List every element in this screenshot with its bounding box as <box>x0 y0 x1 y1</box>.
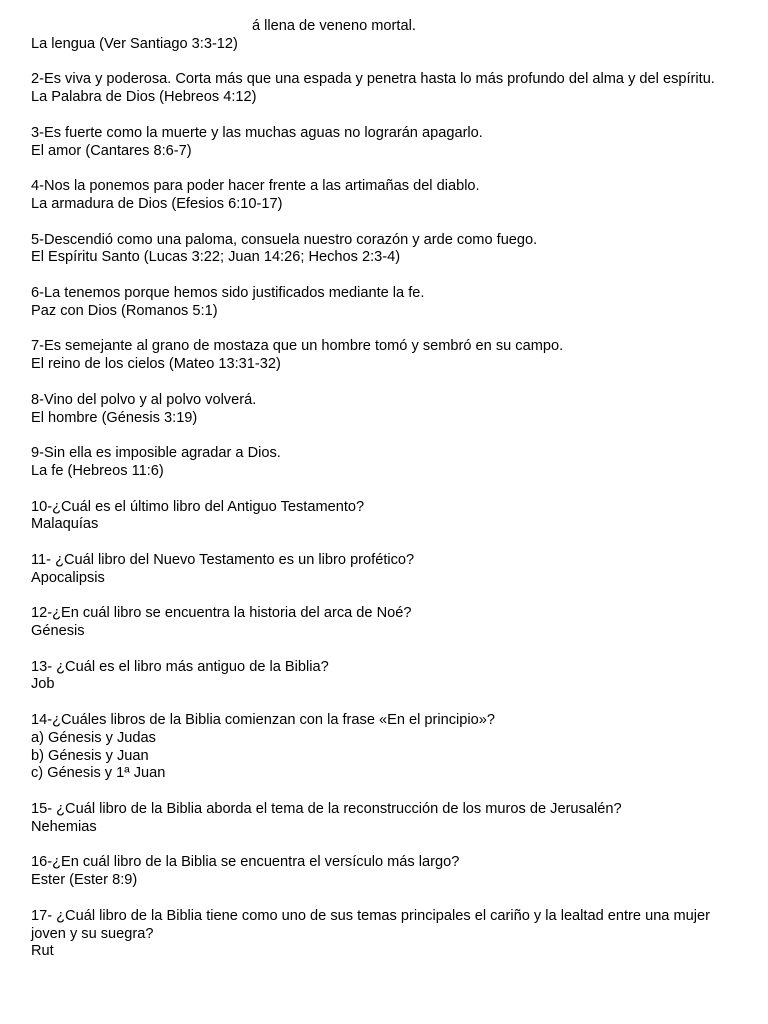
question-block-10 <box>31 499 731 535</box>
question-text: 12-¿En cuál libro se encuentra la historia del arca de Noé? <box>31 605 412 622</box>
answer-option-a: a) Génesis y Judas <box>31 729 156 746</box>
question-block-2 <box>31 71 731 107</box>
answer-text: La fe (Hebreos 11:6) <box>31 462 164 479</box>
answer-text: Nehemias <box>31 818 97 835</box>
question-block-11 <box>31 552 731 588</box>
answer-text: La Palabra de Dios (Hebreos 4:12) <box>31 89 257 106</box>
answer-text: La armadura de Dios (Efesios 6:10-17) <box>31 195 283 212</box>
answer-text: Ester (Ester 8:9) <box>31 872 138 889</box>
question-text: 2-Es viva y poderosa. Corta más que una espada y penetra hasta lo más profundo del alma y del espíritu. <box>31 71 715 88</box>
question-text: 10-¿Cuál es el último libro del Antiguo Testamento? <box>31 498 365 515</box>
answer-text: Génesis <box>31 623 85 640</box>
question-text: 7-Es semejante al grano de mostaza que un hombre tomó y sembró en su campo. <box>31 338 564 355</box>
answer-text: Apocalipsis <box>31 569 105 586</box>
question-text: 4-Nos la ponemos para poder hacer frente a las artimañas del diablo. <box>31 178 480 195</box>
intro-block <box>31 18 731 54</box>
answer-text: El hombre (Génesis 3:19) <box>31 409 198 426</box>
question-text: 17- ¿Cuál libro de la Biblia tiene como uno de sus temas principales el cariño y la lealtad entre una mujer joven y su suegra? <box>31 907 710 942</box>
answer-text: El amor (Cantares 8:6-7) <box>31 142 192 159</box>
intro-answer: La lengua (Ver Santiago 3:3-12) <box>31 35 238 52</box>
answer-text: Job <box>31 676 55 693</box>
question-block-8 <box>31 392 731 428</box>
question-text: 11- ¿Cuál libro del Nuevo Testamento es un libro profético? <box>31 551 415 568</box>
question-block-16 <box>31 854 731 890</box>
answer-text: Paz con Dios (Romanos 5:1) <box>31 302 218 319</box>
question-block-4 <box>31 178 731 214</box>
answer-text: El reino de los cielos (Mateo 13:31-32) <box>31 356 281 373</box>
question-text: 9-Sin ella es imposible agradar a Dios. <box>31 445 281 462</box>
question-text: 16-¿En cuál libro de la Biblia se encuentra el versículo más largo? <box>31 854 460 871</box>
question-block-6 <box>31 285 731 321</box>
question-text: 14-¿Cuáles libros de la Biblia comienzan con la frase «En el principio»? <box>31 712 496 729</box>
question-text: 8-Vino del polvo y al polvo volverá. <box>31 391 257 408</box>
answer-option-c: c) Génesis y 1ª Juan <box>31 765 166 782</box>
question-block-9 <box>31 445 731 481</box>
question-block-15 <box>31 801 731 837</box>
question-text: 15- ¿Cuál libro de la Biblia aborda el tema de la reconstrucción de los muros de Jerusalén? <box>31 801 622 818</box>
intro-fragment: á llena de veneno mortal. <box>252 18 416 34</box>
question-block-17 <box>31 908 731 961</box>
question-text: 3-Es fuerte como la muerte y las muchas aguas no lograrán apagarlo. <box>31 124 483 141</box>
question-block-12 <box>31 605 731 641</box>
question-text: 5-Descendió como una paloma, consuela nuestro corazón y arde como fuego. <box>31 231 538 248</box>
question-block-3 <box>31 125 731 161</box>
document-page <box>31 18 731 961</box>
answer-option-b: b) Génesis y Juan <box>31 747 149 764</box>
question-text: 13- ¿Cuál es el libro más antiguo de la Biblia? <box>31 658 329 675</box>
answer-text: El Espíritu Santo (Lucas 3:22; Juan 14:26; Hechos 2:3-4) <box>31 249 401 266</box>
question-block-7 <box>31 338 731 374</box>
question-block-13 <box>31 659 731 695</box>
question-block-14 <box>31 712 731 783</box>
answer-text: Malaquías <box>31 516 99 533</box>
question-text: 6-La tenemos porque hemos sido justificados mediante la fe. <box>31 284 425 301</box>
answer-text: Rut <box>31 943 54 960</box>
question-block-5 <box>31 232 731 268</box>
